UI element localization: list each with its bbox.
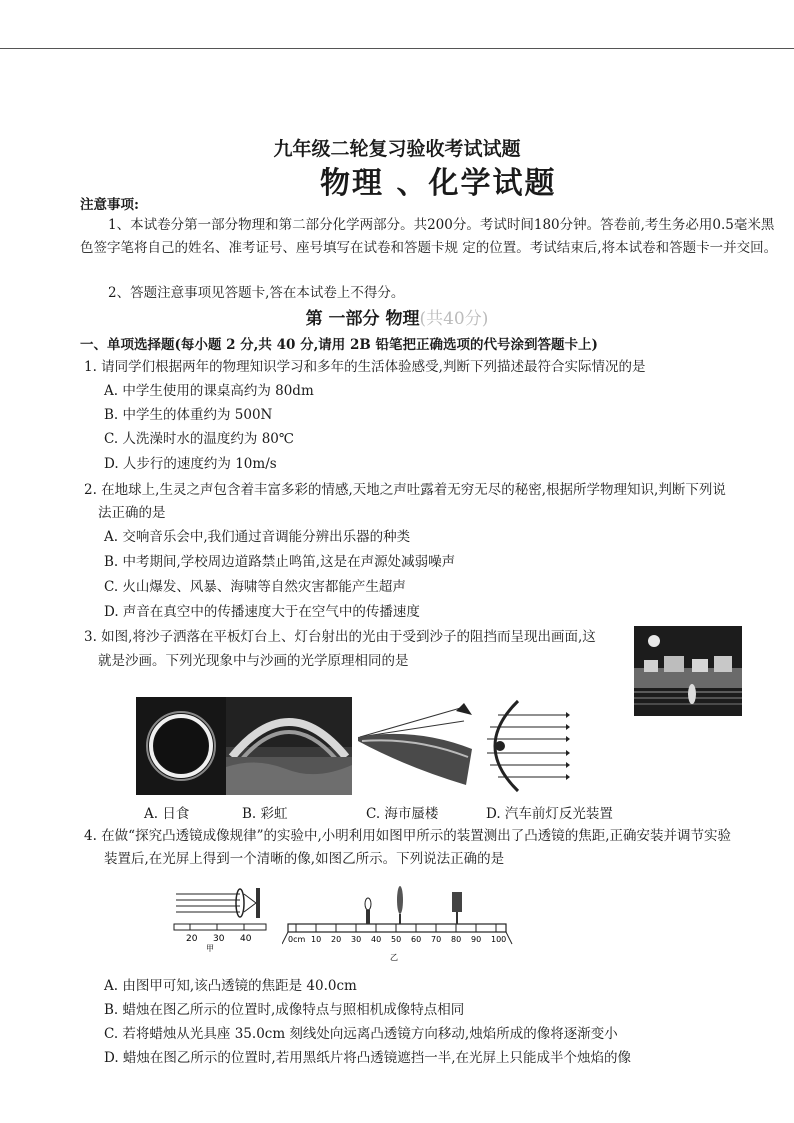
q3-option-a: A. 日食 [144,806,190,822]
section-title: 第 一部分 物理 [305,309,420,329]
q1-option-a: A. 中学生使用的课桌高约为 80dm [104,383,314,399]
section-score: (共40分) [419,309,489,329]
q1-stem: 1. 请同学们根据两年的物理知识学习和多年的生活体验感受,判断下列描述最符合实际情况的是 [84,359,646,375]
q4-option-d: D. 蜡烛在图乙所示的位置时,若用黑纸片将凸透镜遮挡一半,在光屏上只能成半个烛焰的像 [104,1050,632,1066]
yi-tick-label: 0cm [288,935,306,944]
yi-tick-label: 100 [491,935,507,944]
yi-label: 乙 [390,953,398,962]
q2-option-b: B. 中考期间,学校周边道路禁止鸣笛,这是在声源处减弱噪声 [104,554,456,570]
q1-option-b: B. 中学生的体重约为 500N [104,407,273,423]
jia-tick-40: 40 [240,934,252,944]
figure-yi [282,880,514,962]
q4-option-a: A. 由图甲可知,该凸透镜的焦距是 40.0cm [104,978,357,994]
q2-stem-line1: 2. 在地球上,生灵之声包含着丰富多彩的情感,天地之声吐露着无穷无尽的秘密,根据所学物理知识,判断下列说 [84,482,726,498]
q3-stem-line2: 就是沙画。下列光现象中与沙画的光学原理相同的是 [98,653,409,669]
q3-option-c: C. 海市蜃楼 [366,806,439,822]
page-top-border [0,0,794,49]
q3-option-b: B. 彩虹 [242,806,288,822]
q1-option-c: C. 人洗澡时水的温度约为 80℃ [104,431,295,447]
q1-option-d: D. 人步行的速度约为 10m/s [104,456,277,472]
jia-tick-30: 30 [213,934,225,944]
q4-option-b: B. 蜡烛在图乙所示的位置时,成像特点与照相机成像特点相同 [104,1002,465,1018]
figure-jia [170,880,270,952]
exam-title: 九年级二轮复习验收考试试题 [273,138,521,160]
jia-tick-20: 20 [186,934,198,944]
q4-stem-line2: 装置后,在光屏上得到一个清晰的像,如图乙所示。下列说法正确的是 [104,851,505,867]
yi-tick-label: 20 [331,935,342,944]
yi-tick-group [288,924,506,944]
section-heading [0,304,794,329]
q2-option-a: A. 交响音乐会中,我们通过音调能分辨出乐器的种类 [104,529,411,545]
yi-tick-label: 40 [371,935,382,944]
yi-tick-label: 50 [391,935,402,944]
yi-tick-label: 70 [431,935,442,944]
q2-stem-line2: 法正确的是 [98,505,166,521]
part1-heading: 一、单项选择题(每小题 2 分,共 40 分,请用 2B 铅笔把正确选项的代号涂到答题卡上) [80,337,598,353]
jia-label: 甲 [206,944,214,952]
mirage-image [356,697,476,795]
notes-item-1: 1、本试卷分第一部分物理和第二部分化学两部分。共200分。考试时间180分钟。答卷前,考生务必用0.5毫米黑色签字笔将自己的姓名、准考证号、座号填写在试卷和答题卡规 定的位置。考试结束后,将本试卷和答题卡一并交回。 [80,217,778,256]
q2-option-c: C. 火山爆发、风暴、海啸等自然灾害都能产生超声 [104,579,406,595]
notes-item-2: 2、答题注意事项见答题卡,答在本试卷上不得分。 [108,285,405,301]
rainbow-image [226,697,352,795]
yi-tick-label: 60 [411,935,422,944]
sand-painting-image [634,626,742,716]
yi-tick-label: 90 [471,935,482,944]
yi-tick-label: 80 [451,935,462,944]
q2-option-d: D. 声音在真空中的传播速度大于在空气中的传播速度 [104,604,420,620]
q3-stem-line1: 3. 如图,将沙子洒落在平板灯台上、灯台射出的光由于受到沙子的阻挡而呈现出画面,这 [84,629,596,645]
subject-title: 物理 、化学试题 [320,166,557,201]
q3-option-d: D. 汽车前灯反光装置 [486,806,613,822]
q4-stem-line1: 4. 在做“探究凸透镜成像规律”的实验中,小明利用如图甲所示的装置测出了凸透镜的焦距,正确安装并调节实验 [84,828,732,844]
headlight-reflector-image [478,697,570,795]
solar-eclipse-image [136,697,226,795]
yi-tick-label: 30 [351,935,362,944]
q4-option-c: C. 若将蜡烛从光具座 35.0cm 刻线处向远离凸透镜方向移动,烛焰所成的像将逐渐变小 [104,1026,618,1042]
notes-heading: 注意事项: [80,197,139,213]
yi-tick-label: 10 [311,935,322,944]
